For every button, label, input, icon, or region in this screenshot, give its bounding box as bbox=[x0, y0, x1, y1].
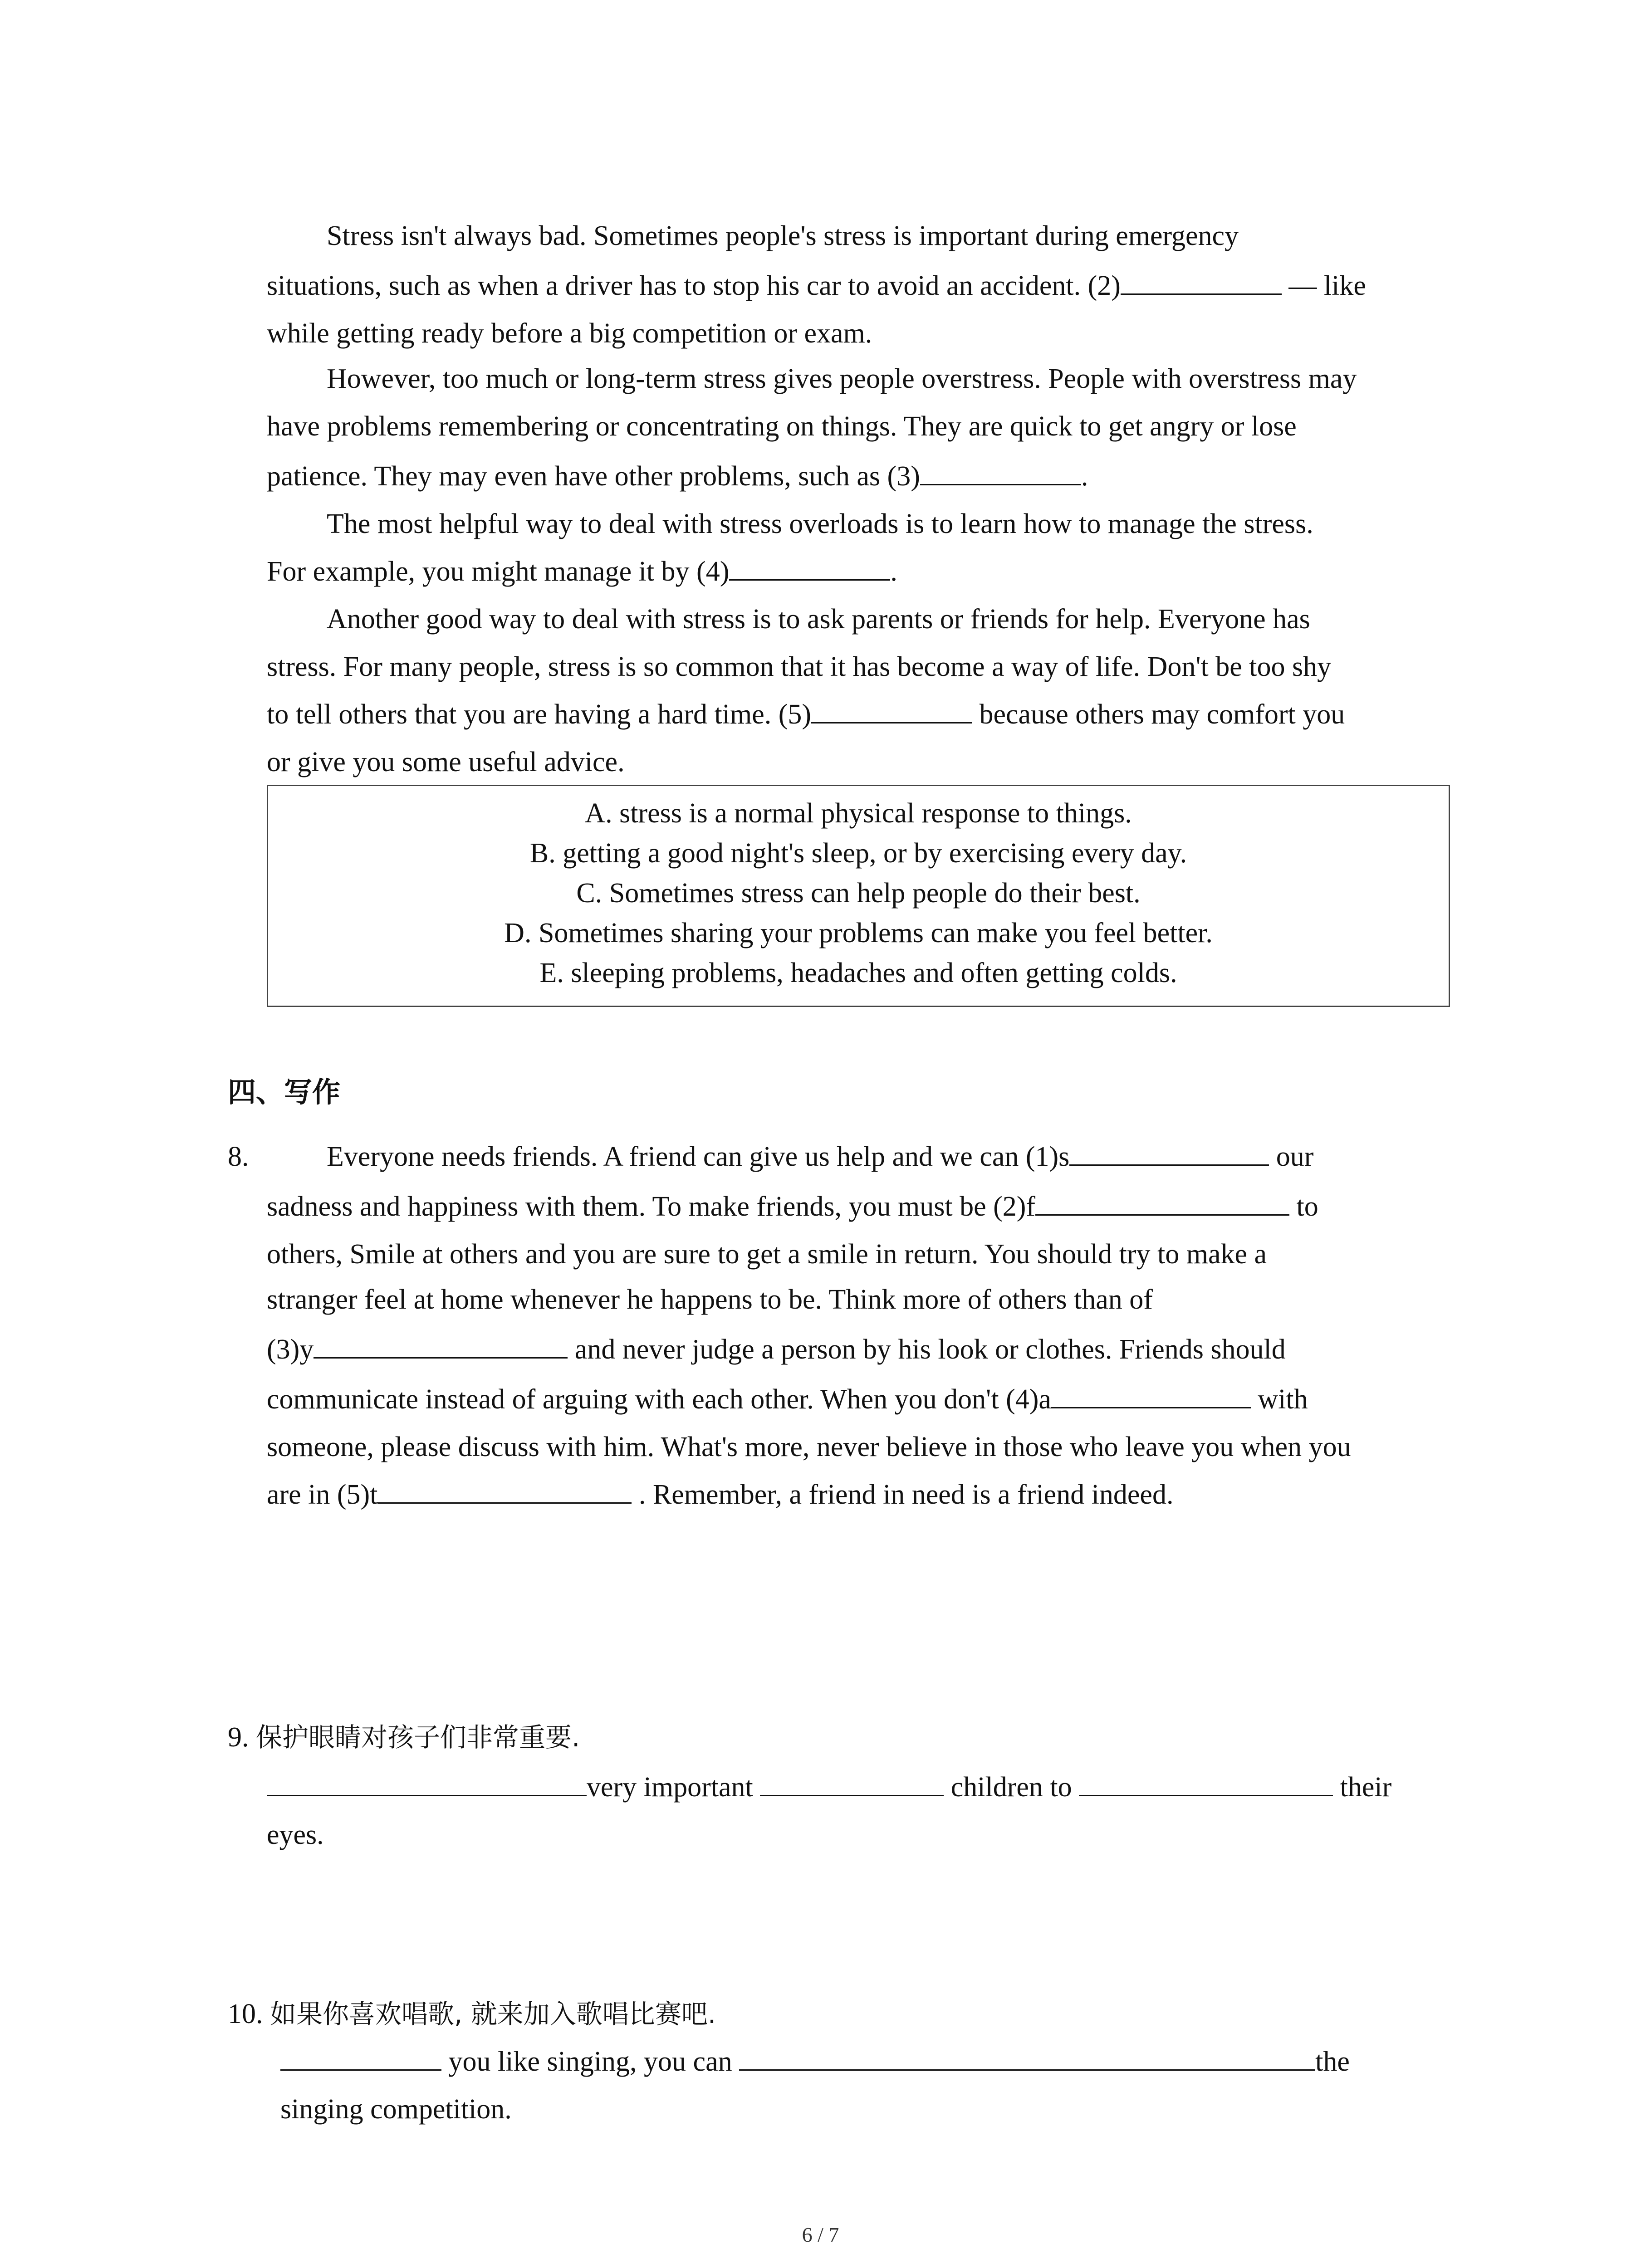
passage-text: However, too much or long-term stress gives people overstress. People with overstress may bbox=[327, 363, 1357, 394]
q8-line bbox=[267, 1188, 1318, 1225]
q10-blank-2[interactable] bbox=[739, 2046, 1315, 2071]
q8-text: others, Smile at others and you are sure to get a smile in return. You should try to make a bbox=[267, 1239, 1267, 1270]
q8-line bbox=[267, 1429, 1351, 1465]
passage-text: For example, you might manage it by (4) bbox=[267, 556, 730, 587]
q9-prompt: 保护眼睛对孩子们非常重要. bbox=[256, 1722, 580, 1753]
passage-text: have problems remembering or concentrating on things. They are quick to get angry or lose bbox=[267, 411, 1297, 442]
passage-text: stress. For many people, stress is so common that it has become a way of life. Don't be too shy bbox=[267, 651, 1332, 682]
answer-blank-4[interactable] bbox=[729, 556, 890, 581]
q8-line bbox=[267, 1281, 1153, 1318]
options-box bbox=[267, 785, 1450, 1007]
passage-text: . bbox=[890, 556, 897, 587]
passage-line bbox=[267, 315, 872, 352]
q8-blank-2[interactable] bbox=[1035, 1191, 1289, 1216]
q8-line bbox=[267, 1236, 1267, 1272]
passage-line bbox=[327, 506, 1313, 542]
q10-text: you like singing, you can bbox=[441, 2046, 732, 2077]
q9-blank-1[interactable] bbox=[267, 1771, 587, 1796]
q10-prompt: 如果你喜欢唱歌, 就来加入歌唱比赛吧. bbox=[270, 1999, 716, 2029]
q8-text: our bbox=[1269, 1141, 1314, 1172]
q8-text: communicate instead of arguing with each other. When you don't (4)a bbox=[267, 1384, 1051, 1415]
q8-blank-3[interactable] bbox=[314, 1334, 568, 1359]
q10-prompt-line bbox=[228, 1996, 716, 2032]
q9-text: eyes. bbox=[267, 1819, 324, 1850]
passage-line bbox=[267, 696, 1345, 733]
q9-text: their bbox=[1333, 1772, 1392, 1803]
answer-blank-2[interactable] bbox=[1121, 270, 1282, 295]
q8-text: with bbox=[1250, 1384, 1308, 1415]
q8-blank-5[interactable] bbox=[377, 1479, 632, 1504]
page-number: 6 / 7 bbox=[802, 2223, 839, 2246]
passage-line bbox=[327, 218, 1239, 254]
q9-text: very important bbox=[587, 1772, 753, 1803]
q8-text: (3)y bbox=[267, 1334, 314, 1365]
passage-text: Another good way to deal with stress is to ask parents or friends for help. Everyone has bbox=[327, 604, 1310, 635]
passage-text: while getting ready before a big competition or exam. bbox=[267, 318, 872, 349]
q8-text: someone, please discuss with him. What's more, never believe in those who leave you when you bbox=[267, 1432, 1351, 1462]
passage-text: . bbox=[1081, 461, 1088, 492]
q8-line bbox=[267, 1331, 1286, 1368]
answer-blank-3[interactable] bbox=[920, 460, 1081, 485]
q10-text: singing competition. bbox=[280, 2094, 512, 2125]
q8-blank-1[interactable] bbox=[1069, 1141, 1269, 1166]
q8-line bbox=[327, 1139, 1313, 1175]
question-number: 8. bbox=[228, 1141, 249, 1172]
passage-line bbox=[267, 458, 1088, 494]
q10-line bbox=[280, 2091, 512, 2127]
passage-text: The most helpful way to deal with stress overloads is to learn how to manage the stress. bbox=[327, 508, 1313, 539]
passage-line bbox=[327, 361, 1357, 397]
passage-line bbox=[267, 408, 1297, 445]
section-title: 四、写作 bbox=[228, 1075, 341, 1109]
passage-text: patience. They may even have other problems, such as (3) bbox=[267, 461, 920, 492]
passage-text: or give you some useful advice. bbox=[267, 747, 625, 777]
question-number: 9. bbox=[228, 1722, 249, 1753]
q9-line bbox=[267, 1769, 1391, 1805]
option-a: A. stress is a normal physical response to things. bbox=[585, 798, 1132, 829]
passage-text: because others may comfort you bbox=[972, 699, 1345, 730]
q10-blank-1[interactable] bbox=[280, 2046, 441, 2071]
passage-line bbox=[267, 744, 625, 780]
passage-text: — like bbox=[1281, 270, 1366, 301]
q8-text: to bbox=[1289, 1191, 1318, 1222]
q8-text: Everyone needs friends. A friend can give us help and we can (1)s bbox=[327, 1141, 1070, 1172]
answer-blank-5[interactable] bbox=[811, 699, 972, 723]
q9-text: children to bbox=[944, 1772, 1072, 1803]
passage-text: Stress isn't always bad. Sometimes people's stress is important during emergency bbox=[327, 220, 1239, 251]
option-d: D. Sometimes sharing your problems can make you feel better. bbox=[504, 918, 1213, 948]
question-number: 10. bbox=[228, 1999, 263, 2029]
q9-blank-2[interactable] bbox=[760, 1771, 944, 1796]
passage-text: situations, such as when a driver has to stop his car to avoid an accident. (2) bbox=[267, 270, 1121, 301]
passage-text: to tell others that you are having a hard time. (5) bbox=[267, 699, 812, 730]
passage-line bbox=[267, 553, 897, 590]
q10-text: the bbox=[1315, 2046, 1350, 2077]
q8-text: . Remember, a friend in need is a friend indeed. bbox=[632, 1479, 1174, 1510]
q9-blank-3[interactable] bbox=[1079, 1771, 1333, 1796]
q8-line bbox=[267, 1381, 1308, 1418]
option-b: B. getting a good night's sleep, or by exercising every day. bbox=[529, 838, 1187, 869]
q9-prompt-line bbox=[228, 1719, 580, 1755]
q10-line bbox=[280, 2043, 1350, 2080]
q8-text: and never judge a person by his look or clothes. Friends should bbox=[568, 1334, 1286, 1365]
q8-text: sadness and happiness with them. To make friends, you must be (2)f bbox=[267, 1191, 1036, 1222]
q8-text: are in (5)t bbox=[267, 1479, 378, 1510]
q8-text: stranger feel at home whenever he happens to be. Think more of others than of bbox=[267, 1284, 1153, 1315]
q8-blank-4[interactable] bbox=[1051, 1383, 1251, 1408]
q9-line bbox=[267, 1817, 324, 1853]
passage-line bbox=[267, 649, 1331, 685]
passage-line bbox=[327, 601, 1310, 637]
q8-line bbox=[267, 1476, 1173, 1513]
option-c: C. Sometimes stress can help people do their best. bbox=[576, 878, 1141, 909]
passage-line bbox=[267, 268, 1366, 304]
option-e: E. sleeping problems, headaches and often getting colds. bbox=[539, 958, 1177, 988]
